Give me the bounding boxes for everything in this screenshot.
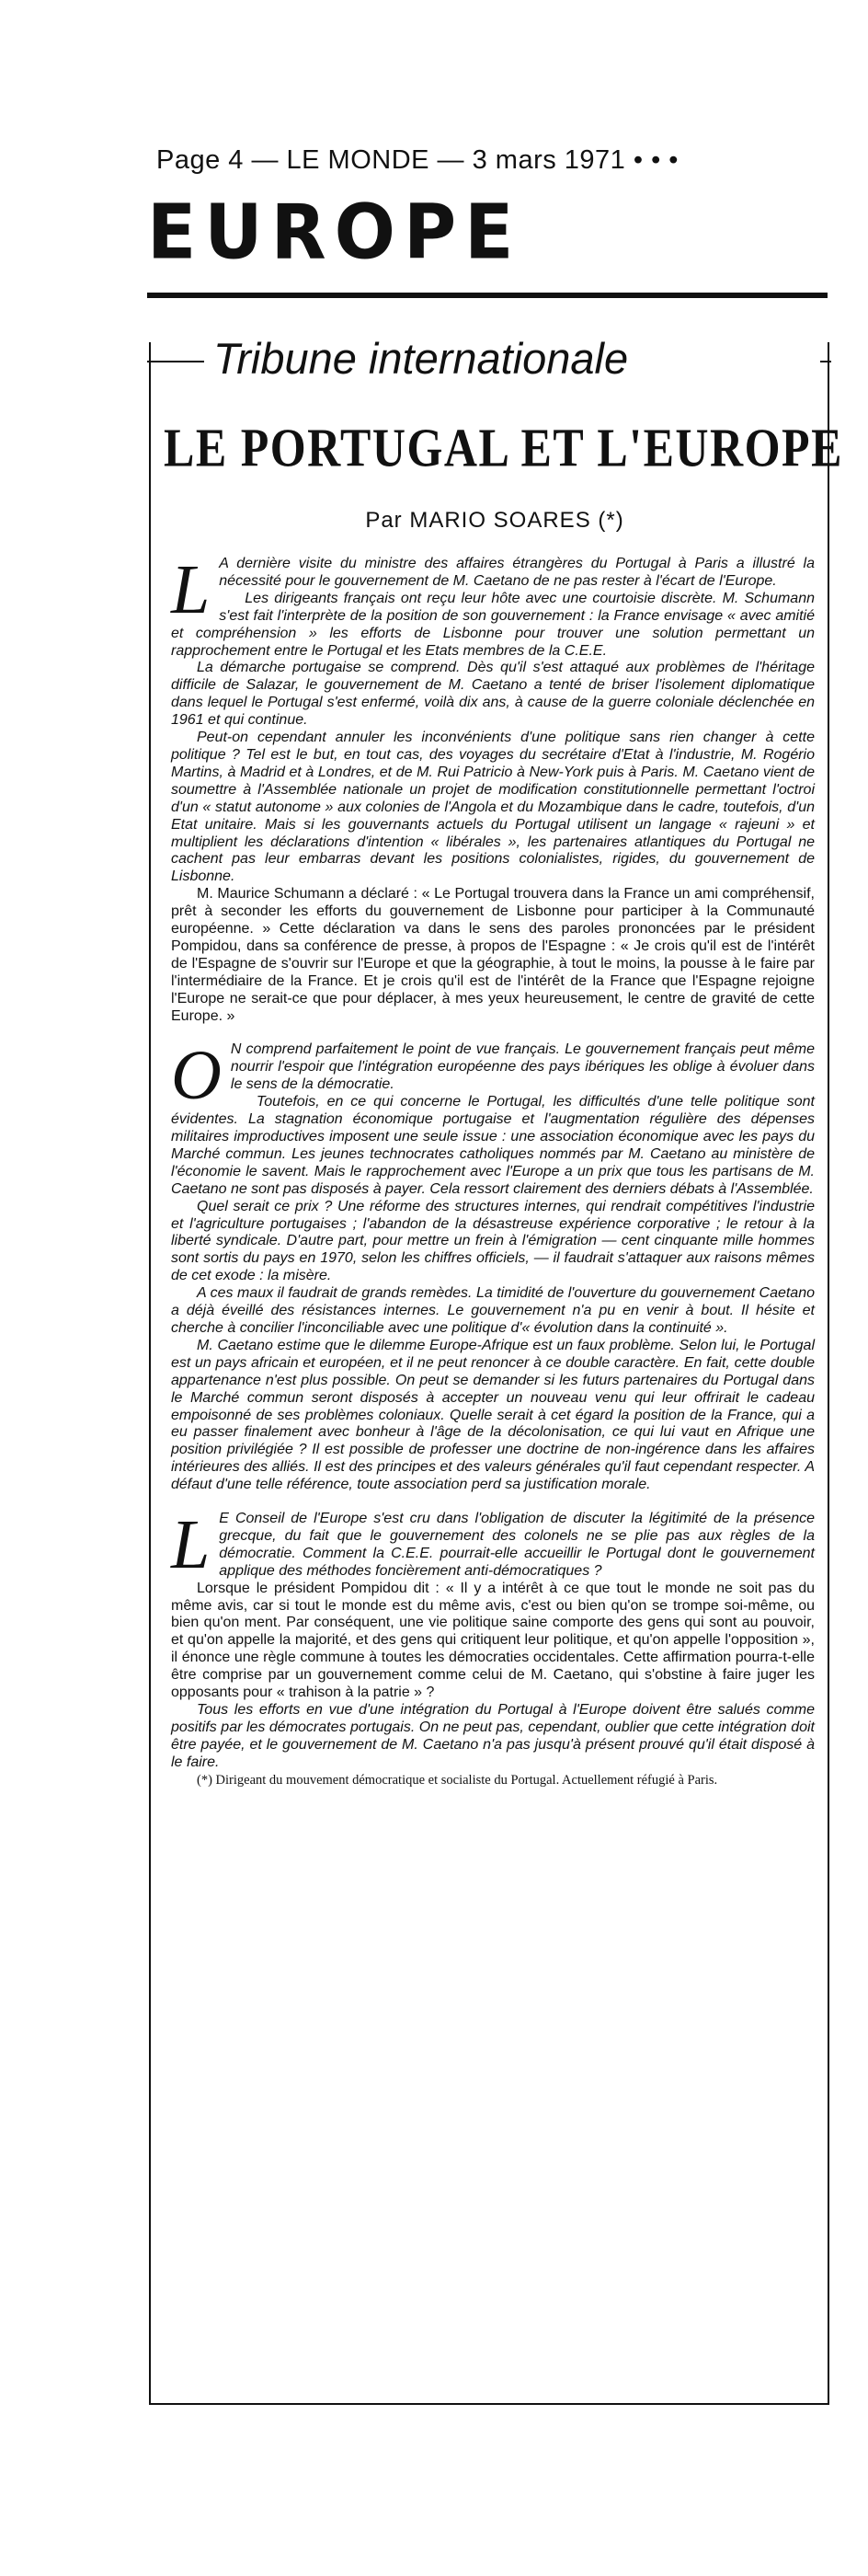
- headline: LE PORTUGAL ET L'EUROPE: [164, 417, 843, 478]
- paragraph: Peut-on cependant annuler les inconvénients d'une politique sans rien changer à cette politique ? Tel est le but, en tout cas, des voyages du secrétaire d'Etat à l'industrie, M. Rogério Martins, à Madrid et à Londres, et de M. Rui Patricio à New-York puis à Paris. M. Caetano vient de soumettre à l'Assemblée nationale un projet de modification constitutionnelle permettant l'octroi d'un « statut autonome » aux colonies de l'Angola et du Mozambique dans le cadre, toutefois, d'un Etat unitaire. Mais si les gouvernants actuels du Portugal utilisent un langage « rajeuni » et multiplient les déclarations d'intention « libérales », les partenaires atlantiques du Portugal ne cachent pas leur embarras devant les positions colonialistes, rigides, du gouvernement de Lisbonne.: [171, 730, 815, 885]
- section-gap: [171, 1025, 815, 1041]
- section-gap: [171, 1494, 815, 1511]
- paragraph: A ces maux il faudrait de grands remèdes. La timidité de l'ouverture du gouvernement Caetano a déjà éveillé des résistances internes. Le gouvernement n'a pu en venir à bout. Il hésite et cherche à concilier l'inconciliable avec une politique d'« évolution dans la continuité ».: [171, 1285, 815, 1336]
- drop-cap: L: [171, 1506, 211, 1584]
- running-header: Page 4 — LE MONDE — 3 mars 1971 • • •: [156, 145, 679, 175]
- paragraph: [171, 1037, 815, 1115]
- kicker: Tribune internationale: [210, 333, 632, 384]
- section-title: EUROPE: [147, 189, 522, 277]
- paragraph: Les dirigeants français ont reçu leur hôte avec une courtoisie discrète. M. Schumann s'est fait l'interprète de la position de son gouvernement : la France envisage « avec amitié et compréhension » les efforts de Lisbonne pour trouver une solution permettant un rapprochement entre le Portugal et les Etats membres de la C.E.E.: [171, 590, 815, 659]
- paragraph: Tous les efforts en vue d'une intégration du Portugal à l'Europe doivent être salués comme positifs par les démocrates portugais. On ne peut pas, cependant, oublier que cette intégration doit être payée, et le gouvernement de M. Caetano n'a pas jusqu'à présent prouvé qu'il était disposé à le faire.: [171, 1702, 815, 1770]
- paragraph: Lorsque le président Pompidou dit : « Il y a intérêt à ce que tout le monde ne soit pas du même avis, car si tout le monde est du même avis, c'est ou bien qu'on se trompe soi-même, ou bien qu'on ment. Par conséquent, une vie politique saine comporte des gens qui sont au pouvoir, et qu'on appelle la majorité, et des gens qui critiquent leur politique, et qu'on appelle l'opposition », il énonce une règle commune à toutes les démocraties occidentales. Cette affirmation pourra-t-elle être comprise par un gouvernement comme celui de M. Caetano, qui s'obstine à faire juger les opposants pour « trahison à la patrie » ?: [171, 1580, 815, 1701]
- lead-text: A dernière visite du ministre des affaires étrangères du Portugal à Paris a illustré la nécessité pour le gouvernement de M. Caetano de ne pas rester à l'écart de l'Europe.: [219, 556, 815, 589]
- section-rule: [147, 293, 828, 298]
- paragraph: M. Caetano estime que le dilemme Europe-Afrique est un faux problème. Selon lui, le Portugal est un pays africain et européen, et il ne peut renoncer à ce double caractère. En fait, cette double appartenance n'est plus possible. On peut se demander si les futurs partenaires du Portugal dans le Marché commun seront disposés à accepter un nouveau venu qui leur offrirait le cadeau empoisonné de ses problèmes coloniaux. Quelle serait à cet égard la position de la France, qui a eu passer finalement avec bonheur à l'âge de la décolonisation, ce qui lui vaut en Afrique une position privilégiée ? Il est possible de professer une doctrine de non-ingérence dans les affaires intérieures des alliés. Il est des principes et des valeurs générales qu'il faut cependant respecter. A défaut d'une telle référence, toute association perd sa justification morale.: [171, 1337, 815, 1493]
- footnote: (*) Dirigeant du mouvement démocratique et socialiste du Portugal. Actuellement réfugié à Paris.: [197, 1772, 718, 1788]
- drop-cap: L: [171, 551, 211, 628]
- paragraph: Toutefois, en ce qui concerne le Portugal, les difficultés d'une telle politique sont évidentes. La stagnation économique portugaise et l'augmentation régulière des dépenses militaires improductives imposent une seule issue : une association économique avec les pays du Marché commun. Les jeunes technocrates catholiques nommés par M. Caetano au ministère de l'économie le savent. Mais le rapprochement avec l'Europe a un prix que tous les partisans de M. Caetano ne sont pas disposés à payer. Cela ressort clairement des derniers débats à l'Assemblée.: [171, 1094, 815, 1197]
- lead-text: N comprend parfaitement le point de vue français. Le gouvernement français peut même nourrir l'espoir que l'intégration européenne des pays ibériques les oblige à évoluer dans le sens de la démocratie.: [230, 1041, 815, 1093]
- lead-text: E Conseil de l'Europe s'est cru dans l'obligation de discuter la légitimité de la présence grecque, du fait que le gouvernement des colonels ne se plie pas aux règles de la démocratie. Comment la C.E.E. pourrait-elle accueillir le Portugal dont le gouvernement applique des méthodes foncièrement anti-démocratiques ?: [219, 1511, 815, 1579]
- paragraph: [171, 1506, 815, 1584]
- byline: Par MARIO SOARES (*): [365, 508, 624, 533]
- paragraph: M. Maurice Schumann a déclaré : « Le Portugal trouvera dans la France un ami compréhensif, prêt à seconder les efforts du gouvernement de Lisbonne pour participer à la Communauté européenne. » Cette déclaration va dans le sens des paroles prononcées par le président Pompidou, dans sa conférence de presse, à propos de l'Espagne : « Je crois qu'il est de l'intérêt de l'Espagne de s'ouvrir sur l'Europe et que la géographie, à tout le moins, la pousse à le faire par l'intermédiaire de la France. Et je crois qu'il est de l'intérêt de la France que l'Espagne rejoigne l'Europe ne serait-ce que pour déplacer, à mes yeux heureusement, le centre de gravité de cette Europe. »: [171, 886, 815, 1024]
- paragraph: La démarche portugaise se comprend. Dès qu'il s'est attaqué aux problèmes de l'héritage difficile de Salazar, le gouvernement de M. Caetano a tenté de briser l'isolement diplomatique dans lequel le Portugal s'est enfermé, voilà dix ans, à cause de la guerre coloniale déclenchée en 1961 et qui continue.: [171, 660, 815, 729]
- article-body: [171, 551, 815, 1788]
- paragraph: Quel serait ce prix ? Une réforme des structures internes, qui rendrait compétitives l'industrie et l'agriculture portugaises ; l'abandon de la désastreuse expérience corporative ; le retour à la liberté syndicale. D'autre part, pour mettre un frein à l'émigration — cent cinquante mille hommes sont sortis du pays en 1970, selon les chiffres officiels, — il faudrait s'attaquer aux raisons mêmes de cet exode : la misère.: [171, 1198, 815, 1284]
- drop-cap: O: [171, 1037, 222, 1115]
